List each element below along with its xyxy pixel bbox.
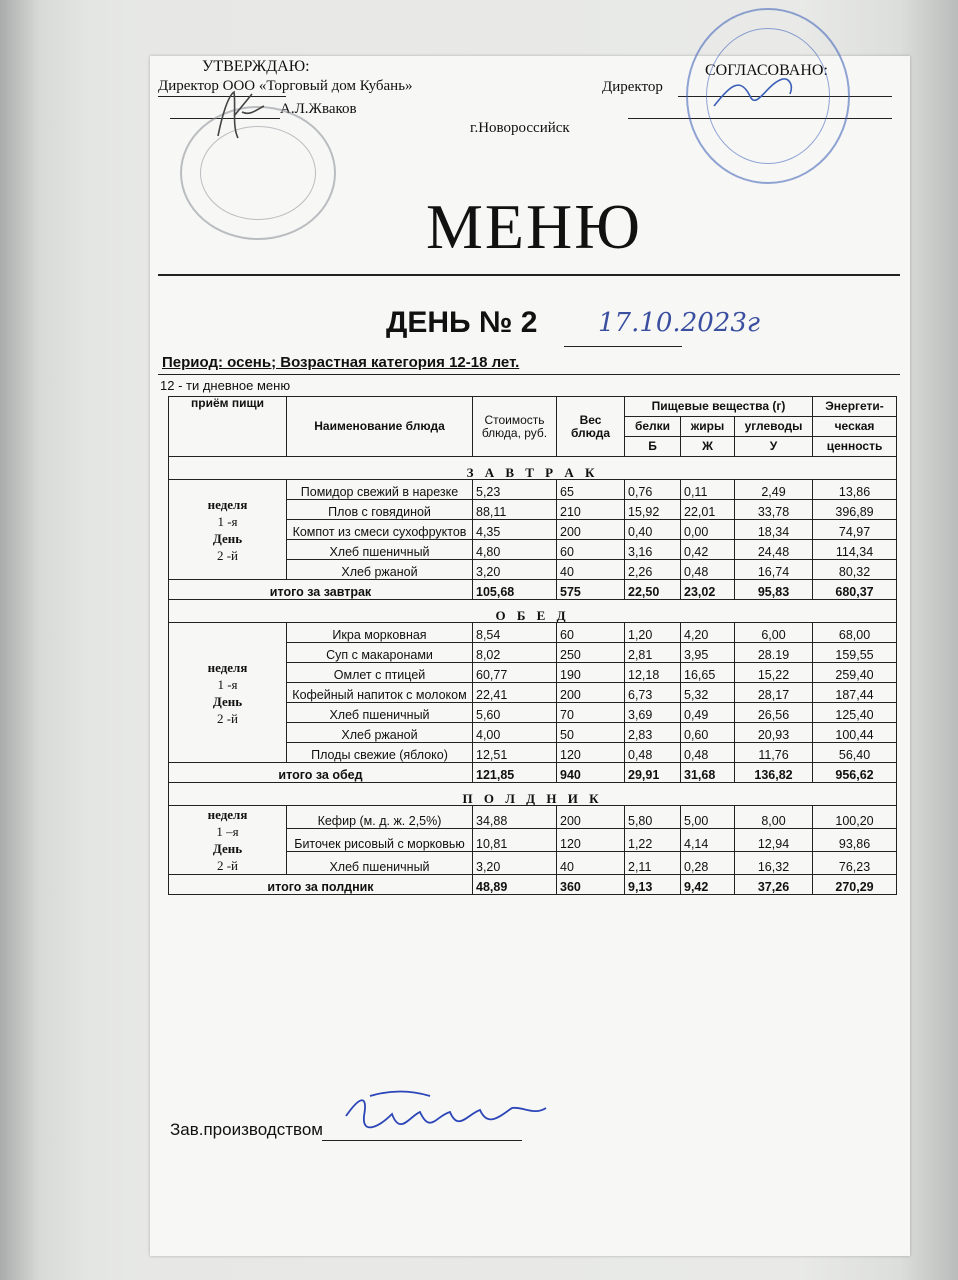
cell-cost: 3,20 — [473, 852, 557, 875]
cell-fat: 16,65 — [681, 663, 735, 683]
cell-weight: 120 — [557, 743, 625, 763]
cell-energy: 259,40 — [813, 663, 897, 683]
cell-energy: 76,23 — [813, 852, 897, 875]
total-energy: 956,62 — [813, 763, 897, 783]
cell-protein: 6,73 — [625, 683, 681, 703]
week-day-label: неделя — [207, 807, 248, 822]
cell-weight: 250 — [557, 643, 625, 663]
cell-fat: 0,28 — [681, 852, 735, 875]
city-label: г.Новороссийск — [470, 120, 570, 136]
cell-fat: 5,32 — [681, 683, 735, 703]
cell-cost: 3,20 — [473, 560, 557, 580]
total-cost: 48,89 — [473, 875, 557, 895]
total-fat: 23,02 — [681, 580, 735, 600]
cell-energy: 114,34 — [813, 540, 897, 560]
cell-energy: 125,40 — [813, 703, 897, 723]
total-energy: 270,29 — [813, 875, 897, 895]
cell-protein: 12,18 — [625, 663, 681, 683]
header-protein: белки — [625, 417, 681, 437]
menu-document — [150, 56, 910, 1256]
cell-cost: 34,88 — [473, 806, 557, 829]
total-energy: 680,37 — [813, 580, 897, 600]
cell-weight: 60 — [557, 540, 625, 560]
cell-cost: 10,81 — [473, 829, 557, 852]
cell-fat: 3,95 — [681, 643, 735, 663]
week-day-label: День — [212, 530, 243, 546]
cell-protein: 2,26 — [625, 560, 681, 580]
total-row — [169, 875, 897, 895]
total-cost: 121,85 — [473, 763, 557, 783]
cell-fat: 0,49 — [681, 703, 735, 723]
total-label: итого за полдник — [169, 875, 473, 895]
week-day-label: 1 –я — [216, 824, 239, 839]
table-row — [169, 480, 897, 500]
week-day-cell — [169, 806, 287, 875]
cell-fat: 0,11 — [681, 480, 735, 500]
total-row — [169, 763, 897, 783]
agreed-signature — [710, 66, 800, 126]
cell-weight: 50 — [557, 723, 625, 743]
week-day-label: 2 -й — [216, 710, 239, 726]
cell-energy: 187,44 — [813, 683, 897, 703]
title-rule — [158, 274, 900, 276]
cell-cost: 60,77 — [473, 663, 557, 683]
cell-energy: 396,89 — [813, 500, 897, 520]
cell-protein: 3,16 — [625, 540, 681, 560]
cell-protein: 0,40 — [625, 520, 681, 540]
cell-dish-name: Суп с макаронами — [287, 643, 473, 663]
cell-carbs: 28,17 — [735, 683, 813, 703]
cell-protein: 0,76 — [625, 480, 681, 500]
cell-protein: 2,83 — [625, 723, 681, 743]
week-day-label: 1 -я — [217, 513, 238, 529]
week-day-label: День — [212, 841, 243, 856]
menu-table — [168, 396, 897, 895]
cell-carbs: 24,48 — [735, 540, 813, 560]
cell-dish-name: Омлет с птицей — [287, 663, 473, 683]
total-carbs: 95,83 — [735, 580, 813, 600]
date-underline — [564, 346, 682, 347]
cell-carbs: 26,56 — [735, 703, 813, 723]
cell-carbs: 16,32 — [735, 852, 813, 875]
cell-weight: 200 — [557, 683, 625, 703]
cell-cost: 22,41 — [473, 683, 557, 703]
header-nutrients: Пищевые вещества (г) — [625, 397, 813, 417]
cell-cost: 4,80 — [473, 540, 557, 560]
cell-carbs: 18,34 — [735, 520, 813, 540]
cell-weight: 190 — [557, 663, 625, 683]
cell-weight: 120 — [557, 829, 625, 852]
header-energy-1: Энергети- — [813, 397, 897, 417]
header-cost: Стоимость блюда, руб. — [473, 397, 557, 457]
cell-fat: 5,00 — [681, 806, 735, 829]
total-fat: 31,68 — [681, 763, 735, 783]
header-c-short: У — [735, 437, 813, 457]
cell-protein: 1,22 — [625, 829, 681, 852]
cell-fat: 0,42 — [681, 540, 735, 560]
total-protein: 9,13 — [625, 875, 681, 895]
week-day-label: 1 -я — [217, 676, 238, 692]
cell-energy: 68,00 — [813, 623, 897, 643]
week-day-label: 2 -й — [216, 547, 239, 563]
total-fat: 9,42 — [681, 875, 735, 895]
table-row — [169, 623, 897, 643]
cell-cost: 5,23 — [473, 480, 557, 500]
cell-carbs: 12,94 — [735, 829, 813, 852]
section-title: О Б Е Д — [169, 600, 897, 623]
cell-cost: 4,35 — [473, 520, 557, 540]
cell-dish-name: Компот из смеси сухофруктов — [287, 520, 473, 540]
header-dish: Наименование блюда — [287, 397, 473, 457]
cell-carbs: 15,22 — [735, 663, 813, 683]
week-day-cell — [169, 623, 287, 763]
cell-fat: 22,01 — [681, 500, 735, 520]
director-label: Директор — [602, 79, 663, 95]
cell-dish-name: Хлеб ржаной — [287, 560, 473, 580]
menu-type: 12 - ти дневное меню — [160, 378, 291, 393]
header-fat: жиры — [681, 417, 735, 437]
cell-carbs: 33,78 — [735, 500, 813, 520]
header-weight: Вес блюда — [557, 397, 625, 457]
cell-energy: 13,86 — [813, 480, 897, 500]
cell-weight: 65 — [557, 480, 625, 500]
production-label: Зав.производством — [170, 1120, 323, 1139]
total-carbs: 37,26 — [735, 875, 813, 895]
total-protein: 22,50 — [625, 580, 681, 600]
cell-dish-name: Икра морковная — [287, 623, 473, 643]
cell-cost: 88,11 — [473, 500, 557, 520]
cell-carbs: 11,76 — [735, 743, 813, 763]
section-title-row — [169, 783, 897, 806]
cell-carbs: 20,93 — [735, 723, 813, 743]
period-rule — [158, 374, 900, 375]
week-day-label: неделя — [207, 659, 248, 675]
cell-weight: 40 — [557, 560, 625, 580]
cell-cost: 8,02 — [473, 643, 557, 663]
cell-dish-name: Кофейный напиток с молоком — [287, 683, 473, 703]
cell-energy: 74,97 — [813, 520, 897, 540]
approve-heading: УТВЕРЖДАЮ: — [202, 58, 310, 75]
cell-dish-name: Помидор свежий в нарезке — [287, 480, 473, 500]
section-title: З А В Т Р А К — [169, 457, 897, 480]
cell-protein: 15,92 — [625, 500, 681, 520]
day-title: ДЕНЬ № 2 — [386, 306, 538, 339]
day-date: 17.10.2023г — [598, 308, 761, 338]
cell-fat: 4,14 — [681, 829, 735, 852]
total-weight: 575 — [557, 580, 625, 600]
section-title-row — [169, 457, 897, 480]
cell-cost: 5,60 — [473, 703, 557, 723]
total-weight: 940 — [557, 763, 625, 783]
cell-carbs: 16,74 — [735, 560, 813, 580]
cell-cost: 8,54 — [473, 623, 557, 643]
week-day-label: неделя — [207, 496, 248, 512]
cell-weight: 70 — [557, 703, 625, 723]
cell-dish-name: Хлеб пшеничный — [287, 540, 473, 560]
cell-protein: 0,48 — [625, 743, 681, 763]
cell-dish-name: Хлеб пшеничный — [287, 852, 473, 875]
cell-carbs: 8,00 — [735, 806, 813, 829]
header-carbs: углеводы — [735, 417, 813, 437]
cell-dish-name: Хлеб ржаной — [287, 723, 473, 743]
cell-fat: 0,00 — [681, 520, 735, 540]
cell-protein: 2,81 — [625, 643, 681, 663]
header-p-short: Б — [625, 437, 681, 457]
cell-protein: 2,11 — [625, 852, 681, 875]
cell-carbs: 2,49 — [735, 480, 813, 500]
cell-protein: 5,80 — [625, 806, 681, 829]
page-title: МЕНЮ — [426, 191, 642, 262]
cell-dish-name: Хлеб пшеничный — [287, 703, 473, 723]
cell-dish-name: Плоды свежие (яблоко) — [287, 743, 473, 763]
cell-dish-name: Биточек рисовый с морковью — [287, 829, 473, 852]
cell-cost: 4,00 — [473, 723, 557, 743]
director-signature — [212, 86, 272, 146]
cell-energy: 100,20 — [813, 806, 897, 829]
total-protein: 29,91 — [625, 763, 681, 783]
cell-weight: 210 — [557, 500, 625, 520]
total-cost: 105,68 — [473, 580, 557, 600]
cell-energy: 80,32 — [813, 560, 897, 580]
cell-dish-name: Плов с говядиной — [287, 500, 473, 520]
total-weight: 360 — [557, 875, 625, 895]
header-energy-3: ценность — [813, 437, 897, 457]
cell-cost: 12,51 — [473, 743, 557, 763]
cell-energy: 93,86 — [813, 829, 897, 852]
cell-fat: 0,60 — [681, 723, 735, 743]
cell-weight: 40 — [557, 852, 625, 875]
section-title: П О Л Д Н И К — [169, 783, 897, 806]
approve-line: Директор ООО «Торговый дом Кубань» — [158, 78, 413, 94]
period-line: Период: осень; Возрастная категория 12-18 лет. — [162, 354, 520, 371]
cell-energy: 56,40 — [813, 743, 897, 763]
total-carbs: 136,82 — [735, 763, 813, 783]
section-title-row — [169, 600, 897, 623]
cell-weight: 200 — [557, 806, 625, 829]
week-day-label: День — [212, 693, 243, 709]
header-f-short: Ж — [681, 437, 735, 457]
total-label: итого за завтрак — [169, 580, 473, 600]
header-energy-2: ческая — [813, 417, 897, 437]
cell-carbs: 6,00 — [735, 623, 813, 643]
cell-weight: 200 — [557, 520, 625, 540]
cell-dish-name: Кефир (м. д. ж. 2,5%) — [287, 806, 473, 829]
cell-fat: 0,48 — [681, 743, 735, 763]
total-label: итого за обед — [169, 763, 473, 783]
cell-carbs: 28.19 — [735, 643, 813, 663]
total-row — [169, 580, 897, 600]
cell-weight: 60 — [557, 623, 625, 643]
cell-energy: 159,55 — [813, 643, 897, 663]
cell-protein: 3,69 — [625, 703, 681, 723]
approve-name: А.Л.Жваков — [280, 101, 357, 117]
cell-energy: 100,44 — [813, 723, 897, 743]
agreed-heading: СОГЛАСОВАНО: — [705, 62, 828, 79]
cell-fat: 0,48 — [681, 560, 735, 580]
cell-fat: 4,20 — [681, 623, 735, 643]
week-day-label: 2 -й — [216, 858, 239, 873]
menu-body — [169, 457, 897, 895]
production-signature — [340, 1086, 570, 1156]
week-day-cell — [169, 480, 287, 580]
cell-protein: 1,20 — [625, 623, 681, 643]
header-meal: приём пищи — [169, 397, 287, 457]
table-row — [169, 806, 897, 829]
